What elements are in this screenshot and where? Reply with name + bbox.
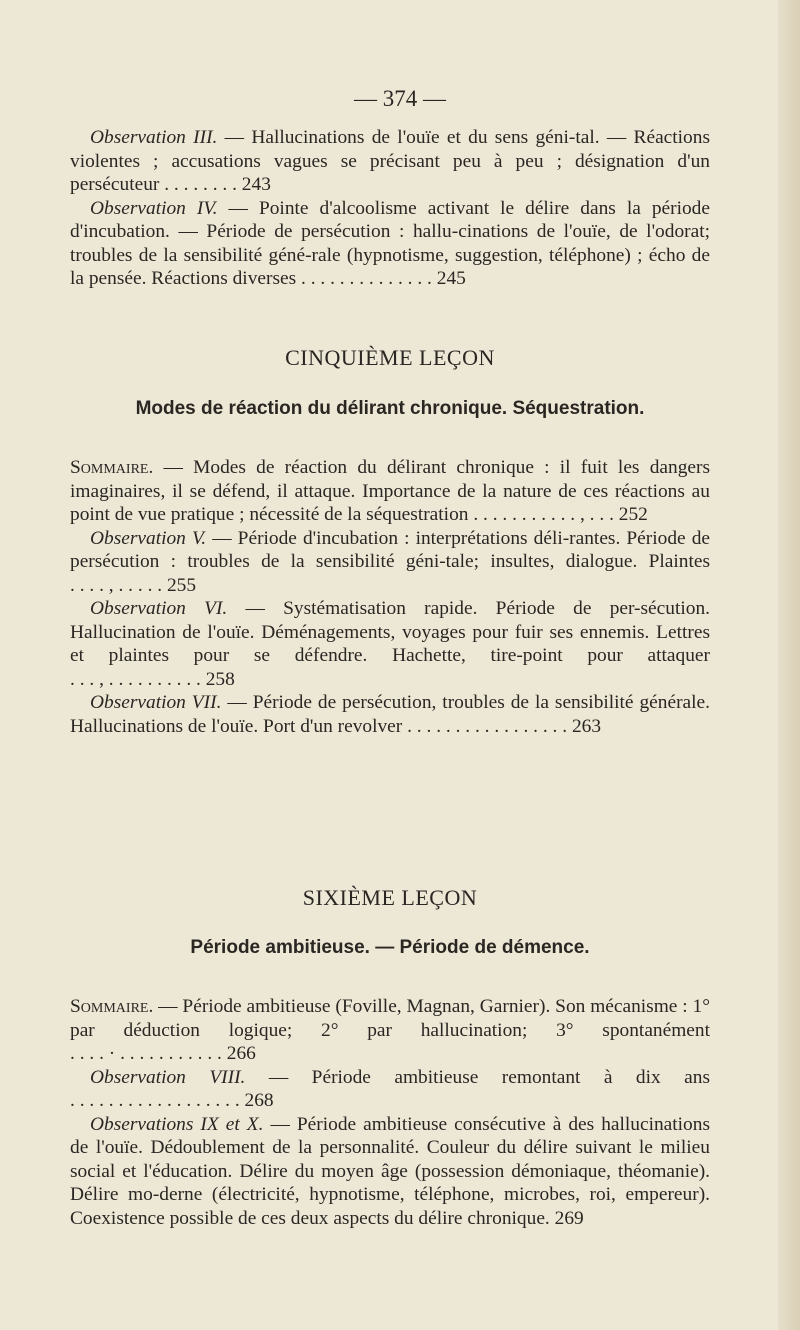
obs6-text: — Systématisation rapide. Période de per-sécution. Hallucination de l'ouïe. Déménagements, voyages pour fuir ses ennemis. Lettres et plaintes pour se défendre. Hachette, tire-point pour attaquer (70, 598, 710, 666)
toc-entry-obs6 (70, 597, 710, 691)
toc-block-lesson6 (70, 995, 710, 1230)
obs3-text: — Hallucinations de l'ouïe et du sens géni-tal. — Réactions violentes ; accusations vagues se précisant peu à peu ; désignation d'un persécuteur (70, 127, 710, 195)
obs8-page: 268 (244, 1090, 274, 1111)
toc-block-lesson5 (70, 456, 710, 738)
page-edge (778, 0, 800, 1330)
toc-entry-obs7 (70, 691, 710, 738)
obs6-page: 258 (205, 668, 235, 690)
obs5-page: 255 (166, 574, 197, 596)
obs8-text: — Période ambitieuse remontant à dix ans (245, 1066, 711, 1088)
toc-entry-obs3 (70, 126, 710, 197)
toc-entry-obs5 (70, 527, 710, 598)
obs9-page: 269 (554, 1207, 584, 1229)
lesson5-sommaire (70, 456, 710, 527)
lesson6-sommaire-label: Sommaire. (70, 996, 154, 1017)
obs5-text: — Période d'incubation : interprétations déli-rantes. Période de persécution : troubles de la sensibilité géni-tale; insultes, dialogue. Plaintes (70, 527, 711, 572)
obs9-title: Observations IX et X. (90, 1113, 264, 1135)
obs7-title: Observation VII. (90, 692, 222, 713)
obs6-leader: . . . , . . . . . . . . . . (70, 668, 206, 690)
obs6-title: Observation VI. (90, 598, 228, 619)
obs3-title: Observation III. (90, 127, 218, 148)
obs3-leader: . . . . . . . . (164, 174, 242, 195)
obs7-page: 263 (571, 715, 602, 737)
lesson6-subtitle: Période ambitieuse. — Période de démence. (190, 937, 590, 958)
obs3-page: 243 (241, 174, 271, 195)
lesson6-heading: SIXIÈME LEÇON (302, 885, 478, 910)
lesson5-heading: CINQUIÈME LEÇON (285, 345, 495, 370)
toc-entry-obs9 (70, 1113, 710, 1231)
toc-entry-obs8 (70, 1066, 710, 1113)
obs4-text: — Pointe d'alcoolisme activant le délire dans la période d'incubation. — Période de persécution : hallu-cinations de l'ouïe, de l'odorat; troubles de la sensibilité géné-rale (hypnotisme, suggestion, téléphone) ; écho de la pensée. Réactions diverses (70, 197, 710, 289)
obs4-title: Observation IV. (90, 197, 218, 219)
obs7-leader: . . . . . . . . . . . . . . . . . (407, 715, 572, 737)
obs8-title: Observation VIII. (90, 1066, 246, 1088)
obs5-title: Observation V. (90, 527, 207, 549)
page-number: — 374 — (354, 86, 446, 111)
lesson6-sommaire-page: 266 (226, 1043, 256, 1064)
lesson6-sommaire-text: — Période ambitieuse (Foville, Magnan, Garnier). Son mécanisme : 1° par déduction logique; 2° par hallucination; 3° spontanément (70, 996, 710, 1041)
obs4-page: 245 (436, 268, 466, 289)
toc-block-1 (70, 126, 710, 291)
lesson5-sommaire-leader: . . . . . . . . . . . , . . . (473, 504, 619, 525)
obs7-text: — Période de persécution, troubles de la sensibilité générale. Hallucinations de l'ouïe. Port d'un revolver (70, 692, 710, 737)
lesson5-subtitle: Modes de réaction du délirant chronique. Séquestration. (135, 398, 645, 419)
obs5-leader: . . . . , . . . . . (70, 574, 167, 596)
lesson5-sommaire-text: — Modes de réaction du délirant chronique : il fuit les dangers imaginaires, il se défend, il attaque. Importance de la nature de ces réactions au point de vue pratique ; nécessité de la séquestration (70, 457, 710, 525)
lesson6-sommaire (70, 995, 710, 1066)
lesson6-sommaire-leader: . . . . · . . . . . . . . . . . (70, 1043, 227, 1064)
obs9-text: — Période ambitieuse consécutive à des hallucinations de l'ouïe. Dédoublement de la personnalité. Couleur du délire suivant le milieu social et l'éducation. Délire du moyen âge (possession démoniaque, théomanie). Délire mo-derne (électricité, hypnotisme, téléphone, microbes, roi, empereur). Coexistence possible de ces deux aspects du délire chronique. (70, 1113, 710, 1229)
toc-entry-obs4 (70, 197, 710, 291)
obs4-leader: . . . . . . . . . . . . . . (301, 268, 437, 289)
obs8-leader: . . . . . . . . . . . . . . . . . . (70, 1090, 245, 1111)
lesson5-sommaire-label: Sommaire. (70, 457, 154, 478)
lesson5-sommaire-page: 252 (618, 504, 648, 525)
